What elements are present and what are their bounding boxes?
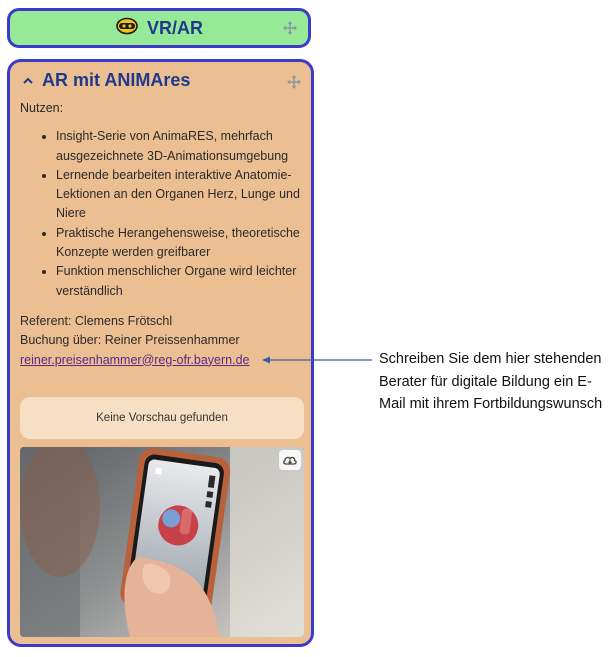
link-preview-placeholder xyxy=(20,397,304,439)
chevron-up-icon[interactable] xyxy=(22,73,34,89)
no-preview-text: Keine Vorschau gefunden xyxy=(96,412,228,424)
vr-ar-title-row xyxy=(10,11,308,45)
benefit-item: • Lernende bearbeiten interaktive Anatomie-Lektionen an den Organen Herz, Lunge und Niere xyxy=(56,166,305,224)
benefit-item: • Funktion menschlicher Organe wird leichter verständlich xyxy=(56,262,305,301)
benefit-item: • Insight-Serie von AnimaRES, mehrfach ausgezeichnete 3D-Animationsumgebung xyxy=(56,127,305,166)
vr-ar-card[interactable] xyxy=(7,8,311,48)
benefits-label: Nutzen: xyxy=(20,101,64,115)
cloud-download-icon[interactable] xyxy=(279,450,301,470)
booking-text: Buchung über: Reiner Preissenhammer xyxy=(20,333,240,348)
benefits-list xyxy=(20,127,305,301)
phone-in-hand-illustration xyxy=(20,447,304,637)
ar-animares-card xyxy=(7,59,314,647)
vr-headset-icon xyxy=(115,17,139,40)
move-icon[interactable] xyxy=(283,21,297,40)
ar-app-photo xyxy=(20,447,304,637)
annotation-text: Schreiben Sie dem hier stehenden Berater für digitale Bildung ein E-Mail mit ihrem Fortbildungswunsch xyxy=(379,351,603,413)
ar-card-title: AR mit ANIMAres xyxy=(42,70,191,90)
ar-card-body xyxy=(20,99,305,370)
speaker-text: Referent: Clemens Frötschl xyxy=(20,313,173,328)
move-icon[interactable] xyxy=(287,75,301,94)
benefit-item: • Praktische Herangehensweise, theoretische Konzepte werden greifbarer xyxy=(56,224,305,263)
email-link[interactable]: reiner.preisenhammer@reg-ofr.bayern.de xyxy=(20,352,250,367)
ar-card-header[interactable] xyxy=(22,70,190,91)
vr-ar-title: VR/AR xyxy=(146,17,203,38)
annotation-arrow xyxy=(262,355,374,365)
